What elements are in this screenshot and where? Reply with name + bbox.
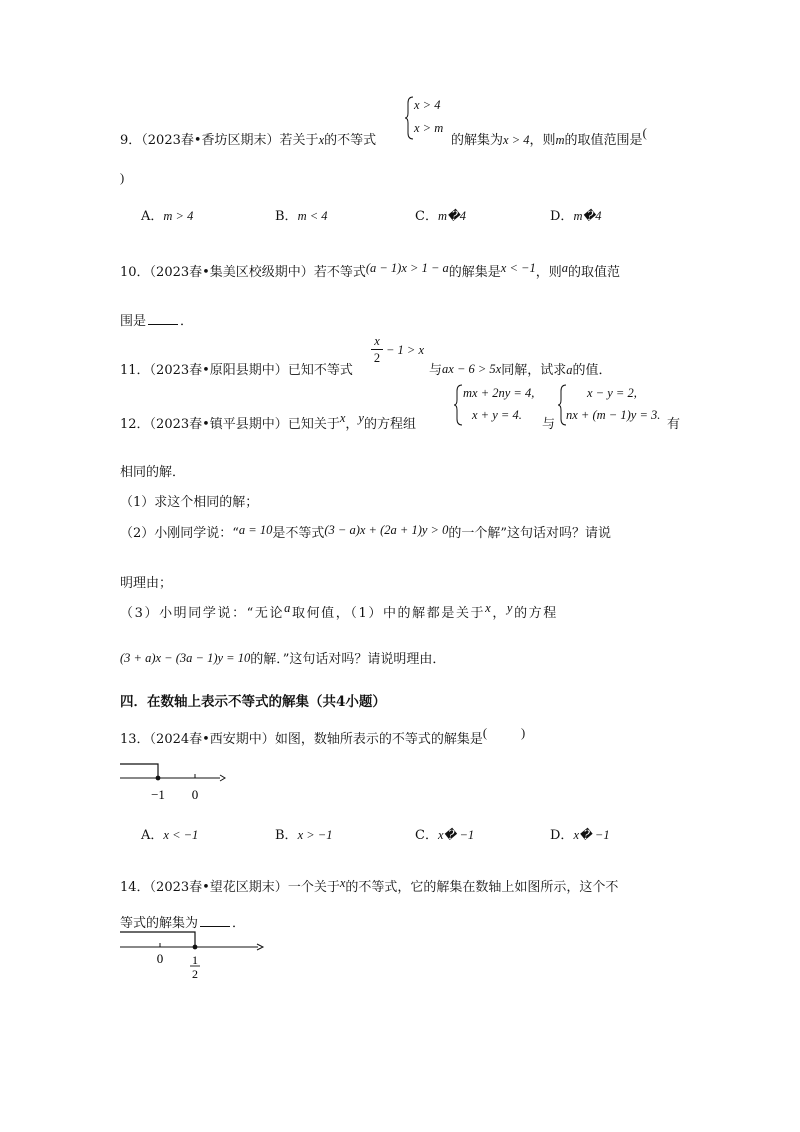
q11-text: 同解，试求 xyxy=(501,363,567,378)
q9-text: 的解集为 xyxy=(451,133,504,148)
q12-text-and: 与 xyxy=(542,417,556,432)
q14-text: 一个关于 xyxy=(287,880,340,895)
q12-system-b-row1: x − y = 2, xyxy=(587,386,637,400)
q12-part3-line2 xyxy=(120,648,445,667)
q9-number: 9． xyxy=(120,133,142,148)
q12-part3-line1 xyxy=(120,602,558,621)
q13-source: （2024春•西安期中） xyxy=(149,732,275,747)
q12-source: （2023春•镇平县期中） xyxy=(149,417,288,432)
q10-inequality: (a − 1)x > 1 − a xyxy=(365,261,449,275)
option-label: D． xyxy=(550,209,574,224)
q10-number: 10． xyxy=(120,265,150,280)
q14-stem-line1 xyxy=(120,876,618,895)
q14-number: 14． xyxy=(120,880,150,895)
q13-number: 13． xyxy=(120,732,150,747)
q12-var-x: x xyxy=(339,411,346,425)
q12-text: （3）小明同学说：“无论 xyxy=(120,606,285,621)
q9-stem-line1 xyxy=(120,129,376,148)
q14-answer-blank[interactable] xyxy=(200,916,230,927)
q12-number: 12． xyxy=(120,417,150,432)
q13-option-a[interactable] xyxy=(141,824,198,843)
option-label: A． xyxy=(141,209,164,224)
q11-source: （2023春•原阳县期中） xyxy=(149,363,288,378)
q9-text: 的取值范围是 xyxy=(564,133,643,148)
q10-text: 围是 xyxy=(120,314,147,329)
q13-stem xyxy=(120,728,525,747)
q12-part1: （1）求这个相同的解； xyxy=(120,495,259,510)
q11-stem-line1 xyxy=(120,359,353,378)
option-label: C． xyxy=(415,828,438,843)
q13-option-c[interactable] xyxy=(415,824,474,843)
option-expr: x < −1 xyxy=(163,828,199,842)
q9-system-row1: x > 4 xyxy=(414,98,441,112)
q10-source: （2023春•集美区校级期中） xyxy=(149,265,314,280)
q9-source: （2023春•香坊区期末） xyxy=(141,133,280,148)
option-expr: m > 4 xyxy=(163,209,194,223)
q12-p2-inequality: (3 − a)x + (2a + 1)y > 0 xyxy=(324,523,449,537)
q14-solid-point xyxy=(193,945,198,950)
option-label: C． xyxy=(415,209,438,224)
q9-text: 的不等式 xyxy=(324,133,377,148)
q11-frac-numerator: x xyxy=(374,334,380,348)
q9-paren-close: ) xyxy=(120,171,125,185)
q12-part2-line1 xyxy=(120,522,611,541)
q12-text: 取何值，（1）中的解都是关于 xyxy=(291,606,486,621)
q12-text: 的方程 xyxy=(514,606,558,621)
q12-p3-var-y: y xyxy=(506,601,515,615)
q9-option-c[interactable] xyxy=(415,205,466,224)
q9-option-b[interactable] xyxy=(275,205,328,224)
q13-solid-point xyxy=(156,776,161,781)
q14-text: ． xyxy=(232,916,246,931)
q12-system-a-row1: mx + 2ny = 4, xyxy=(463,386,535,400)
q14-solution-ray xyxy=(120,932,195,947)
q10-text: ，则 xyxy=(535,265,562,280)
option-label: B． xyxy=(275,828,298,843)
q12-text: 是不等式 xyxy=(272,526,325,541)
q13-axis-label-0: 0 xyxy=(191,787,199,802)
q13-number-line xyxy=(118,762,228,802)
q12-text: 的一个解”这句话对吗？请说 xyxy=(448,526,612,541)
q9-var-x: x xyxy=(318,133,325,147)
q11-number: 11． xyxy=(120,363,150,378)
q14-frac-denominator: 2 xyxy=(192,967,198,980)
option-expr: m < 4 xyxy=(297,209,328,223)
option-expr: x� −1 xyxy=(573,828,610,842)
option-label: B． xyxy=(275,209,298,224)
q12-stem-line1 xyxy=(120,413,416,432)
q9-text: 若关于 xyxy=(279,133,319,148)
q12-p3-var-a: a xyxy=(284,601,292,615)
q14-text: 的不等式，它的解集在数轴上如图所示，这个不 xyxy=(345,880,619,895)
q13-paren-close: ) xyxy=(521,726,526,740)
q12-var-y: y xyxy=(358,411,364,425)
q9-var-m: m xyxy=(555,133,565,147)
option-expr: x > −1 xyxy=(297,828,333,842)
q9-text: ，则 xyxy=(529,133,556,148)
q12-p3-var-x: x xyxy=(485,601,493,615)
q10-solution: x < −1 xyxy=(500,261,536,275)
q10-text: 的解集是 xyxy=(448,265,501,280)
q9-option-a[interactable] xyxy=(141,205,193,224)
q12-part2-line2: 明理由； xyxy=(120,576,173,591)
option-expr: m�4 xyxy=(437,209,467,223)
q11-inequality2: ax − 6 > 5x xyxy=(442,362,502,376)
q10-stem-line1 xyxy=(120,261,620,280)
q9-stem-line1b xyxy=(451,126,647,148)
q14-source: （2023春•望花区期末） xyxy=(149,880,288,895)
q9-paren-open: ( xyxy=(642,126,647,140)
q13-option-d[interactable] xyxy=(550,824,610,843)
q11-fraction xyxy=(371,334,383,365)
q9-solution: x > 4 xyxy=(503,133,530,147)
q14-var-x: x xyxy=(339,876,346,890)
q10-var-a: a xyxy=(561,261,568,275)
q10-answer-blank[interactable] xyxy=(148,314,178,325)
q12-system-a-row2: x + y = 4. xyxy=(472,408,522,422)
q11-ineq-rest: − 1 > x xyxy=(386,343,425,357)
q12-p3-equation: (3 + a)x − (3a − 1)y = 10 xyxy=(120,651,251,665)
section-4-title: 四．在数轴上表示不等式的解集（共4小题） xyxy=(120,694,386,710)
option-expr: m�4 xyxy=(573,209,602,223)
q11-stem-line1b xyxy=(429,359,612,378)
q10-text: ． xyxy=(180,314,194,329)
q13-solution-ray xyxy=(120,764,158,778)
q13-axis-label-neg1: −1 xyxy=(151,787,165,802)
q12-text: 已知关于 xyxy=(287,417,340,432)
option-label: A． xyxy=(141,828,164,843)
q14-text: 等式的解集为 xyxy=(120,916,199,931)
option-expr: x� −1 xyxy=(437,828,475,842)
q11-frac-denominator: 2 xyxy=(373,351,381,365)
q9-system-row2: x > m xyxy=(414,121,444,135)
q13-text: 如图，数轴所表示的不等式的解集是 xyxy=(274,732,483,747)
q11-text: 的值． xyxy=(572,363,612,378)
q13-axis-arrow xyxy=(220,775,225,781)
q12-text: ， xyxy=(492,606,507,621)
q12-system-b-row2: nx + (m − 1)y = 3. xyxy=(566,408,661,422)
q13-option-b[interactable] xyxy=(275,824,332,843)
q14-number-line xyxy=(118,928,268,980)
q12-text: ， xyxy=(345,417,359,432)
q10-text: 的取值范 xyxy=(567,265,620,280)
q12-p2-expr: a = 10 xyxy=(238,523,273,537)
q13-paren-open: ( xyxy=(482,726,487,740)
q12-text: 的解．”这句话对吗？请说明理由． xyxy=(250,652,446,667)
q11-var-a: a xyxy=(566,363,573,377)
q12-text: 的方程组 xyxy=(363,417,416,432)
q10-stem-line2 xyxy=(120,310,193,329)
q12-text: （2）小刚同学说：“ xyxy=(120,526,239,541)
q11-text: 已知不等式 xyxy=(287,363,353,378)
q12-stem-line2: 相同的解． xyxy=(120,465,186,480)
q9-option-d[interactable] xyxy=(550,205,602,224)
q14-axis-label-0: 0 xyxy=(156,951,164,966)
q10-text: 若不等式 xyxy=(313,265,366,280)
q11-text: 与 xyxy=(429,363,443,378)
q12-text-have: 有 xyxy=(667,417,681,432)
option-label: D． xyxy=(550,828,574,843)
q14-frac-numerator: 1 xyxy=(192,953,198,967)
